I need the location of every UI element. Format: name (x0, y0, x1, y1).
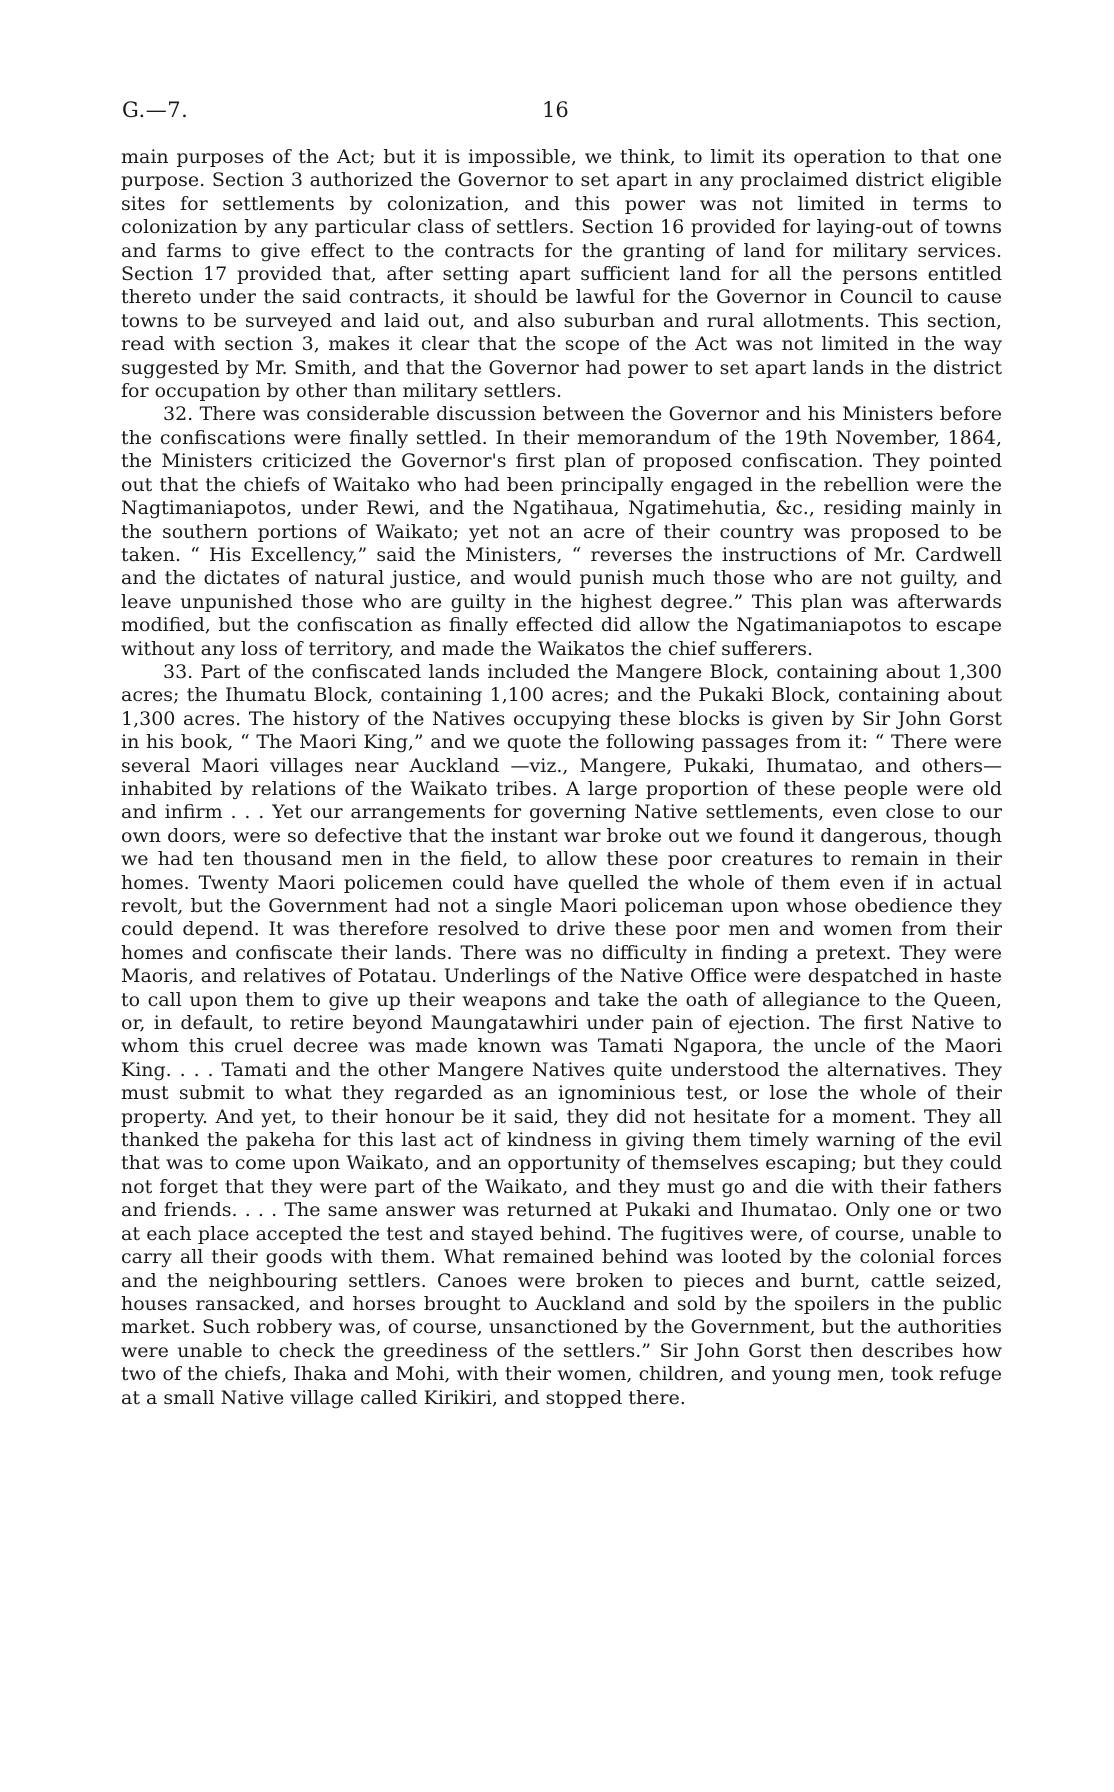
paragraph-33: 33. Part of the confiscated lands included the Mangere Block, containing about 1,300 acres; the Ihumatu Block, containing 1,100 acres; and the Pukaki Block, containing about 1,300 acres. The history of the Natives occupying these blocks is given by Sir John Gorst in his book, “ The Maori King,” and we quote the following passages from it: “ There were several Maori villages near Auckland —viz., Mangere, Pukaki, Ihumatao, and others—inhabited by relations of the Waikato tribes. A large proportion of these people were old and infirm . . . Yet our arrangements for governing Native settlements, even close to our own doors, were so defective that the instant war broke out we found it dangerous, though we had ten thousand men in the field, to allow these poor creatures to remain in their homes. Twenty Maori policemen could have quelled the whole of them even if in actual revolt, but the Government had not a single Maori policeman upon whose obedience they could depend. It was therefore resolved to drive these poor men and women from their homes and confiscate their lands. There was no difficulty in finding a pretext. They were Maoris, and relatives of Potatau. Underlings of the Native Office were despatched in haste to call upon them to give up their weapons and take the oath of allegiance to the Queen, or, in default, to retire beyond Maungatawhiri under pain of ejection. The first Native to whom this cruel decree was made known was Tamati Ngapora, the uncle of the Maori King. . . . Tamati and the other Mangere Natives quite understood the alternatives. They must submit to what they regarded as an ignominious test, or lose the whole of their property. And yet, to their honour be it said, they did not hesitate for a moment. They all thanked the pakeha for this last act of kindness in giving them timely warning of the evil that was to come upon Waikato, and an opportunity of themselves escaping; but they could not forget that they were part of the Waikato, and they must go and die with their fathers and friends. . . . The same answer was returned at Pukaki and Ihumatao. Only one or two at each place accepted the test and stayed behind. The fugitives were, of course, unable to carry all their goods with them. What remained behind was looted by the colonial forces and the neighbouring settlers. Canoes were broken to pieces and burnt, cattle seized, houses ransacked, and horses brought to Auckland and sold by the spoilers in the public market. Such robbery was, of course, unsanctioned by the Government, but the authorities were unable to check the greediness of the settlers.” Sir John Gorst then describes how two of the chiefs, Ihaka and Mohi, with their women, children, and young men, took refuge at a small Native village called Kirikiri, and stopped there. (121, 660, 1002, 1409)
paragraph-continuation: main purposes of the Act; but it is impossible, we think, to limit its operation to that one purpose. Section 3 authorized the Governor to set apart in any proclaimed district eligible sites for settlements by colonization, and this power was not limited in terms to colonization by any particular class of settlers. Section 16 provided for laying-out of towns and farms to give effect to the contracts for the granting of land for military services. Section 17 provided that, after setting apart sufficient land for all the persons entitled thereto under the said contracts, it should be lawful for the Governor in Council to cause towns to be surveyed and laid out, and also suburban and rural allotments. This section, read with section 3, makes it clear that the scope of the Act was not limited in the way suggested by Mr. Smith, and that the Governor had power to set apart lands in the district for occupation by other than military settlers. (121, 146, 1002, 403)
body-text (121, 146, 1002, 1410)
paragraph-32: 32. There was considerable discussion between the Governor and his Ministers before the confiscations were finally settled. In their memorandum of the 19th November, 1864, the Ministers criticized the Governor's first plan of proposed confiscation. They pointed out that the chiefs of Waitako who had been principally engaged in the rebellion were the Nagtimaniapotos, under Rewi, and the Ngatihaua, Ngatimehutia, &c., residing mainly in the southern portions of Waikato; yet not an acre of their country was proposed to be taken. “ His Excellency,” said the Ministers, “ reverses the instructions of Mr. Cardwell and the dictates of natural justice, and would punish much those who are not guilty, and leave unpunished those who are guilty in the highest degree.” This plan was afterwards modified, but the confiscation as finally effected did allow the Ngatimaniapotos to escape without any loss of territory, and made the Waikatos the chief sufferers. (121, 403, 1002, 660)
document-reference: G.—7. (122, 98, 189, 122)
page-header (122, 98, 1002, 128)
page-number: 16 (542, 98, 569, 122)
